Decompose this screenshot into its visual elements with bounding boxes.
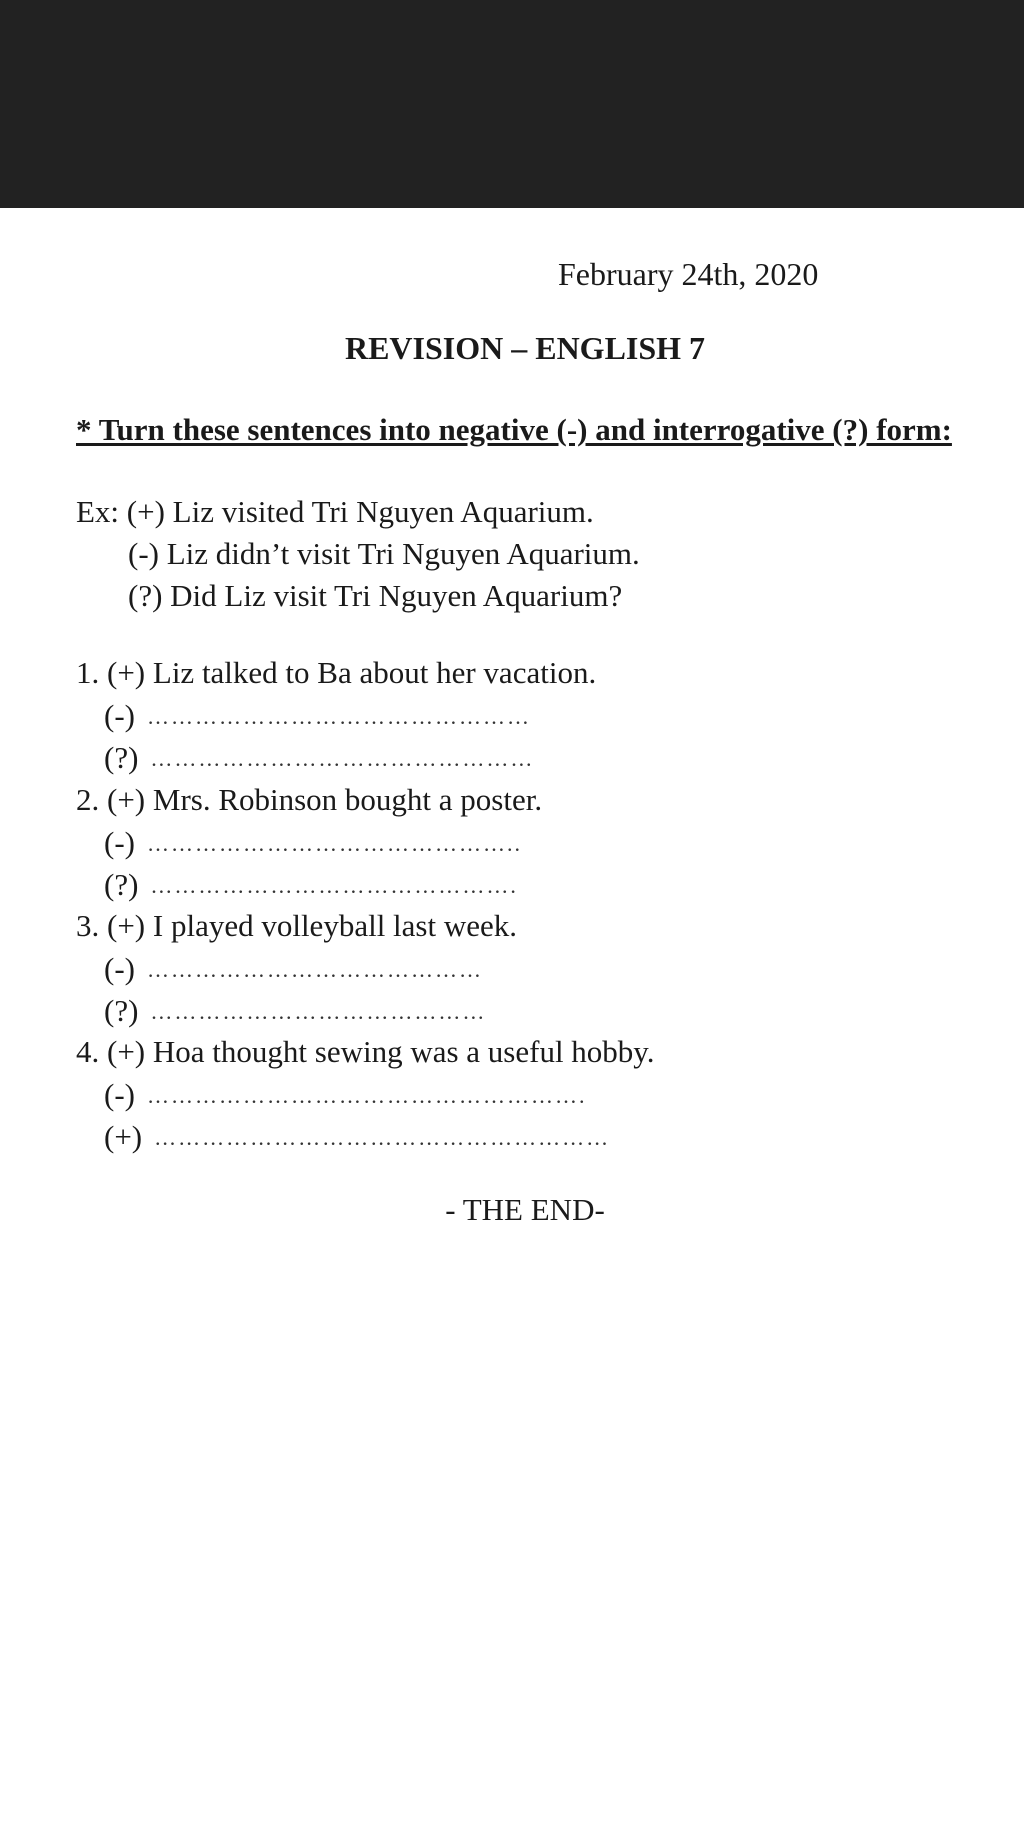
worksheet-date: February 24th, 2020 [558,256,819,292]
answer-blank: ………………………………………………… [154,1125,611,1150]
answer-blank: ………………………………………. [150,873,518,898]
answer-mark: (?) [104,993,139,1028]
worksheet-title: REVISION – ENGLISH 7 [344,330,706,366]
answer-mark: (?) [104,867,139,902]
answer-mark: (-) [104,825,135,860]
question-1-sentence: 1. (+) Liz talked to Ba about her vacation. [76,655,597,690]
the-end-footer: - THE END- [445,1192,605,1227]
answer-mark: (-) [104,951,135,986]
answer-blank: …………………………………… [150,999,487,1024]
example-negative: (-) Liz didn’t visit Tri Nguyen Aquarium. [128,536,640,571]
answer-blank: ………………………………………… [146,704,531,729]
answer-mark: (-) [104,1077,135,1112]
question-2-negative-line [104,823,522,866]
question-3-sentence: 3. (+) I played volleyball last week. [76,908,518,943]
question-2-sentence: 2. (+) Mrs. Robinson bought a poster. [76,782,543,817]
question-1-interrogative-line [104,738,534,781]
example-question: (?) Did Liz visit Tri Nguyen Aquarium? [128,578,623,613]
answer-mark: (+) [104,1119,143,1154]
answer-blank: ……………………………………….. [146,831,522,856]
answer-blank: ………………………………………………. [146,1083,587,1108]
instruction-heading: * Turn these sentences into negative (-) and interrogative (?) form: [76,412,952,447]
question-4-sentence: 4. (+) Hoa thought sewing was a useful hobby. [76,1034,655,1069]
answer-mark: (?) [104,740,139,775]
question-4-negative-line [104,1075,586,1118]
worksheet-page [0,208,1024,1824]
dark-header-band [0,0,1024,208]
question-3-negative-line [104,949,483,992]
question-3-interrogative-line [104,991,486,1034]
answer-blank: ………………………………………… [150,746,535,771]
answer-mark: (-) [104,698,135,733]
example-positive: Ex: (+) Liz visited Tri Nguyen Aquarium. [76,494,594,529]
question-4-second-line [104,1117,610,1160]
answer-blank: …………………………………… [146,957,483,982]
question-2-interrogative-line [104,865,518,908]
question-1-negative-line [104,696,531,739]
